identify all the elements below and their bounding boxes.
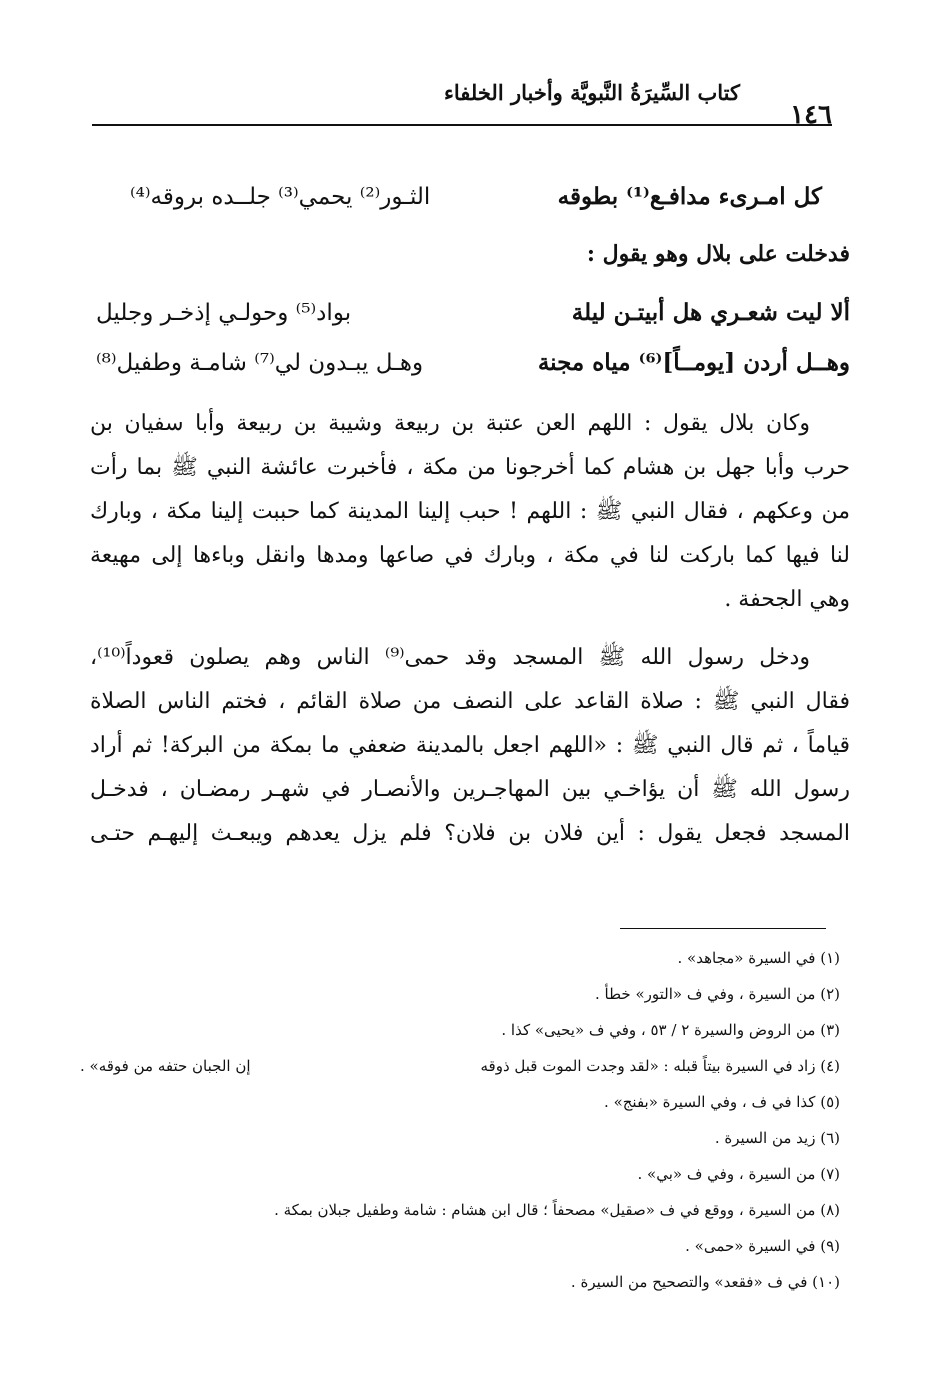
paragraph-line: حرب وأبا جهل بن هشام كما أخرجونا من مكة ، فأخبرت عائشة النبي ﷺ بما رأت <box>90 455 850 480</box>
footnote <box>80 976 840 1012</box>
paragraph-line: من وعكهم ، فقال النبي ﷺ : اللهم ! حبب إلينا المدينة كما حببت إلينا مكة ، وبارك <box>90 499 850 524</box>
header-rule <box>92 124 832 126</box>
running-title: كتاب السِّيرَةُ النَّبويَّة وأخبار الخلفاء <box>444 80 740 105</box>
paragraph-line: وكان بلال يقول : اللهم العن عتبة بن ربيعة وشيبة بن ربيعة وأبا سفيان بن <box>90 411 810 436</box>
paragraph-line: ودخل رسول الله ﷺ المسجد وقد حمى⁽⁹⁾ الناس وهم يصلون قعوداً⁽¹⁰⁾، <box>90 645 810 670</box>
paragraph <box>90 402 850 622</box>
paragraph-line: لنا فيها كما باركت لنا في مكة ، وبارك في صاعها ومدها وانقل وباءها إلى مهيعة <box>90 543 850 568</box>
running-header <box>92 80 832 128</box>
verse-line <box>90 338 850 388</box>
paragraph <box>90 636 850 856</box>
footnote-text: (١) في السيرة «مجاهد» . <box>677 949 840 967</box>
paragraph-line: فقال النبي ﷺ : صلاة القاعد على النصف من صلاة القائم ، فختم الناس الصلاة <box>90 689 850 714</box>
section-heading: فدخلت على بلال وهو يقول : <box>586 241 850 267</box>
verse-left-hemistich: بواد⁽⁵⁾ وحولـي إذخـر وجليل <box>96 300 352 326</box>
verse-right-hemistich: كل امـرىء مدافـع⁽¹⁾ بطوقه <box>557 183 822 210</box>
verse-line <box>90 168 850 226</box>
footnote <box>80 1156 840 1192</box>
footnote-text: (٤) زاد في السيرة بيتاً قبله : «لقد وجدت الموت قبل ذوقه <box>480 1057 840 1075</box>
footnote-text: (٥) كذا في ف ، وفي السيرة «بفنج» . <box>604 1093 840 1111</box>
footnote-text: (٨) من السيرة ، ووقع في ف «صقيل» مصحفاً ؛ قال ابن هشام : شامة وطفيل جبلان بمكة . <box>274 1201 840 1219</box>
footnote <box>80 1264 840 1300</box>
verse-left-hemistich: وهـل يبـدون لي⁽⁷⁾ شامـة وطفيل⁽⁸⁾ <box>96 350 424 376</box>
footnote <box>80 1048 840 1084</box>
footnote <box>80 1192 840 1228</box>
footnote-text: (٩) في السيرة «حمى» . <box>685 1237 840 1255</box>
footnote <box>80 1120 840 1156</box>
paragraph-line: رسول الله ﷺ أن يؤاخـي بين المهاجـرين والأنصـار في شهـر رمضـان ، فدخـل <box>90 777 850 802</box>
footnote-text: (٧) من السيرة ، وفي ف «بي» . <box>637 1165 840 1183</box>
verse-left-hemistich: الثـور⁽²⁾ يحمي⁽³⁾ جلــده بروقه⁽⁴⁾ <box>130 184 431 210</box>
footnote-text: (٢) من السيرة ، وفي ف «التور» خطأ . <box>595 985 840 1003</box>
footnote <box>80 940 840 976</box>
footnote-text: (٣) من الروض والسيرة ٢ / ٥٣ ، وفي ف «يحيى» كذا . <box>501 1021 840 1039</box>
paragraph-line: قياماً ، ثم قال النبي ﷺ : «اللهم اجعل بالمدينة ضعفي ما بمكة من البركة! ثم أراد <box>90 733 850 758</box>
verse-line <box>90 288 850 338</box>
verse-right-hemistich: ألا ليت شعـري هل أبيتـن ليلة <box>571 299 850 326</box>
main-text <box>90 168 850 856</box>
verse-right-hemistich: وهــل أردن [يومــاً]⁽⁶⁾ مياه مجنة <box>537 349 850 376</box>
footnote <box>80 1012 840 1048</box>
footnote-rule <box>620 928 826 929</box>
footnote-text: (١٠) في ف «فقعد» والتصحيح من السيرة . <box>570 1273 840 1291</box>
footnote <box>80 1228 840 1264</box>
footnote-text: (٦) زيد من السيرة . <box>714 1129 840 1147</box>
footnote <box>80 1084 840 1120</box>
paragraph-line: وهي الجحفة . <box>724 587 850 612</box>
paragraph-line: المسجد فجعل يقول : أين فلان بن فلان؟ فلم يزل يعدهم ويبعـث إليهـم حتـى <box>90 821 850 846</box>
footnote-verse-second-half: إن الجبان حتفه من فوقه» . <box>80 1057 251 1075</box>
page-number: ١٤٦ <box>790 100 832 130</box>
footnotes <box>80 940 840 1300</box>
